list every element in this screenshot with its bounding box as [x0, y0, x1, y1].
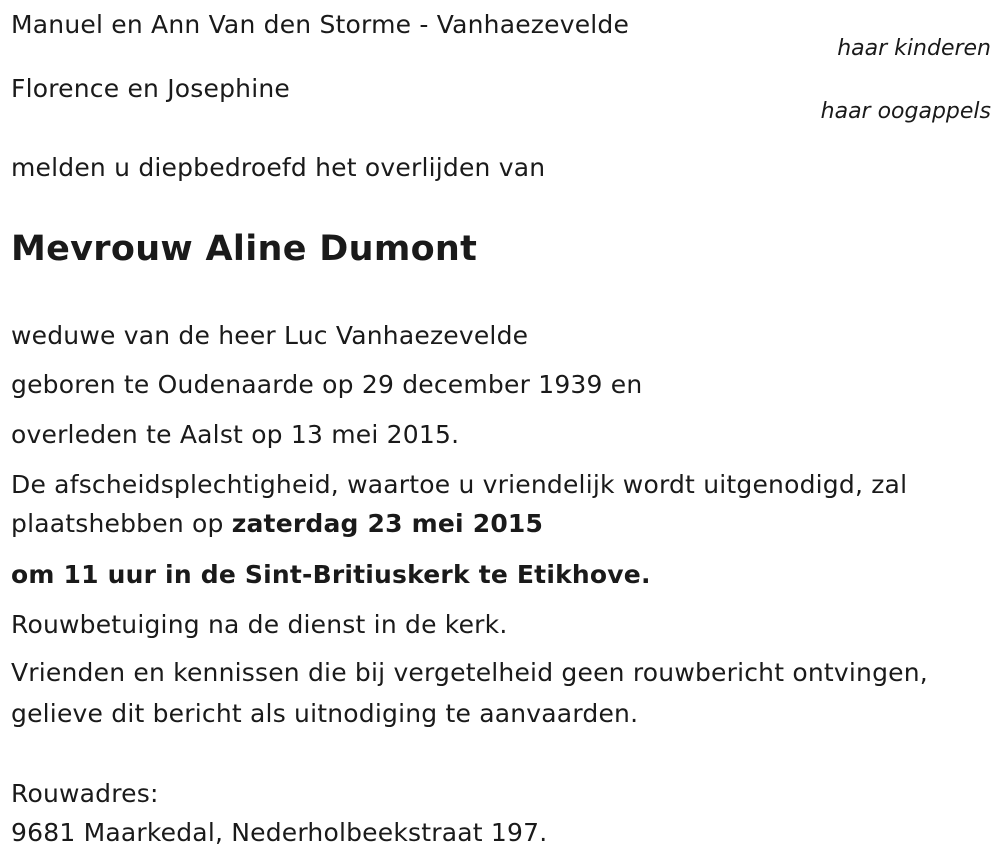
ceremony-prefix: plaatshebben op [11, 509, 232, 538]
notice-line1: Vrienden en kennissen die bij vergetelheid geen rouwbericht ontvingen, [11, 658, 928, 687]
address-value: 9681 Maarkedal, Nederholbeekstraat 197. [11, 818, 548, 847]
widow-of-text: weduwe van de heer Luc Vanhaezevelde [11, 321, 529, 350]
ceremony-time-place: om 11 uur in de Sint-Britiuskerk te Etikhove. [11, 560, 651, 589]
grandchildren-role: haar oogappels [820, 99, 991, 124]
grandchildren-names: Florence en Josephine [11, 74, 290, 103]
children-role: haar kinderen [837, 36, 991, 61]
deceased-name: Mevrouw Aline Dumont [11, 229, 478, 269]
announcement-text: melden u diepbedroefd het overlijden van [11, 153, 546, 182]
birth-text: geboren te Oudenaarde op 29 december 1939 en [11, 370, 643, 399]
ceremony-intro-line1: De afscheidsplechtigheid, waartoe u vriendelijk wordt uitgenodigd, zal [11, 470, 908, 499]
ceremony-date: zaterdag 23 mei 2015 [231, 509, 544, 538]
children-names: Manuel en Ann Van den Storme - Vanhaezevelde [11, 10, 630, 39]
death-text: overleden te Aalst op 13 mei 2015. [11, 420, 460, 449]
condolences-text: Rouwbetuiging na de dienst in de kerk. [11, 610, 508, 639]
ceremony-intro-line2 [11, 509, 543, 539]
notice-line2: gelieve dit bericht als uitnodiging te aanvaarden. [11, 699, 639, 728]
address-label: Rouwadres: [11, 779, 159, 808]
